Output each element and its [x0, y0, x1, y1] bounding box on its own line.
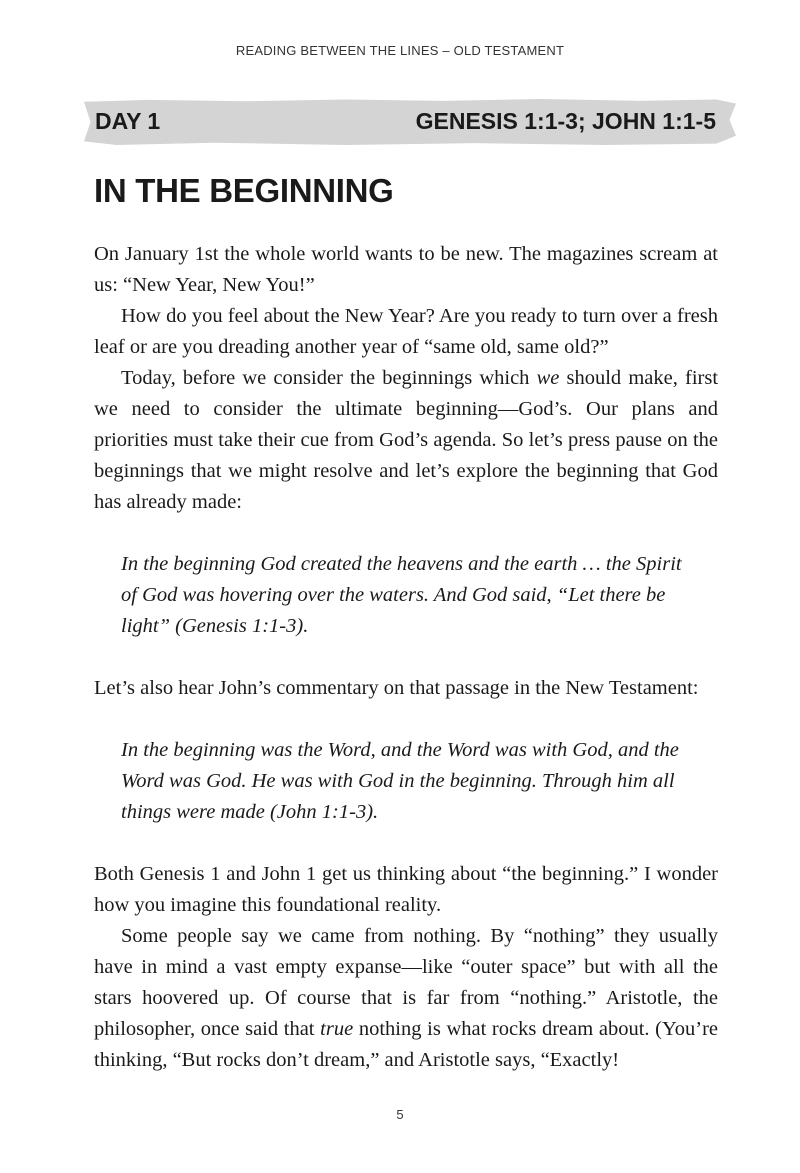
emphasis: we: [536, 367, 560, 389]
paragraph: Let’s also hear John’s commentary on that passage in the New Testament:: [94, 677, 699, 699]
emphasis: true: [320, 1018, 354, 1040]
day-label: DAY 1: [95, 108, 161, 134]
paragraph-text: Today, before we consider the beginnings which: [121, 367, 537, 389]
scripture-quote: In the beginning was the Word, and the Word was with God, and the Word was God. He was with God in the beginning. Through him all things were made (John 1:1-3).: [121, 739, 679, 823]
paragraph-text: nothing is what rocks dream about. (You’re thinking, “But rocks don’t dream,” and Aristotle says, “Exactly!: [94, 1018, 718, 1071]
scripture-quote: In the beginning God created the heavens and the earth … the Spirit of God was hovering over the waters. And God said, “Let there be light” (Genesis 1:1-3).: [121, 553, 682, 637]
body-text: [94, 239, 718, 1076]
paragraph-text: should make, first we need to consider the ultimate beginning—God’s. Our plans and priorities must take their cue from God’s agenda. So let’s press pause on the beginnings that we might resolve and let’s explore the beginning that God has already made:: [94, 367, 719, 513]
chapter-title: IN THE BEGINNING: [94, 172, 394, 209]
paragraph: How do you feel about the New Year? Are you ready to turn over a fresh leaf or are you dreading another year of “same old, same old?”: [94, 305, 718, 358]
paragraph: [94, 921, 718, 1076]
running-head: READING BETWEEN THE LINES – OLD TESTAMENT: [235, 43, 565, 58]
page-number: 5: [396, 1107, 404, 1122]
paragraph: Both Genesis 1 and John 1 get us thinking about “the beginning.” I wonder how you imagine this foundational reality.: [94, 863, 718, 916]
paragraph-text: Some people say we came from nothing. By “nothing” they usually have in mind a vast empty expanse—like “outer space” but with all the stars hoovered up. Of course that is far from “nothing.” Aristotle, the philosopher, once said that: [94, 925, 718, 1040]
paragraph: [94, 363, 718, 518]
scripture-reference: GENESIS 1:1-3; JOHN 1:1-5: [415, 108, 716, 134]
paragraph: On January 1st the whole world wants to be new. The magazines scream at us: “New Year, New You!”: [94, 243, 718, 296]
